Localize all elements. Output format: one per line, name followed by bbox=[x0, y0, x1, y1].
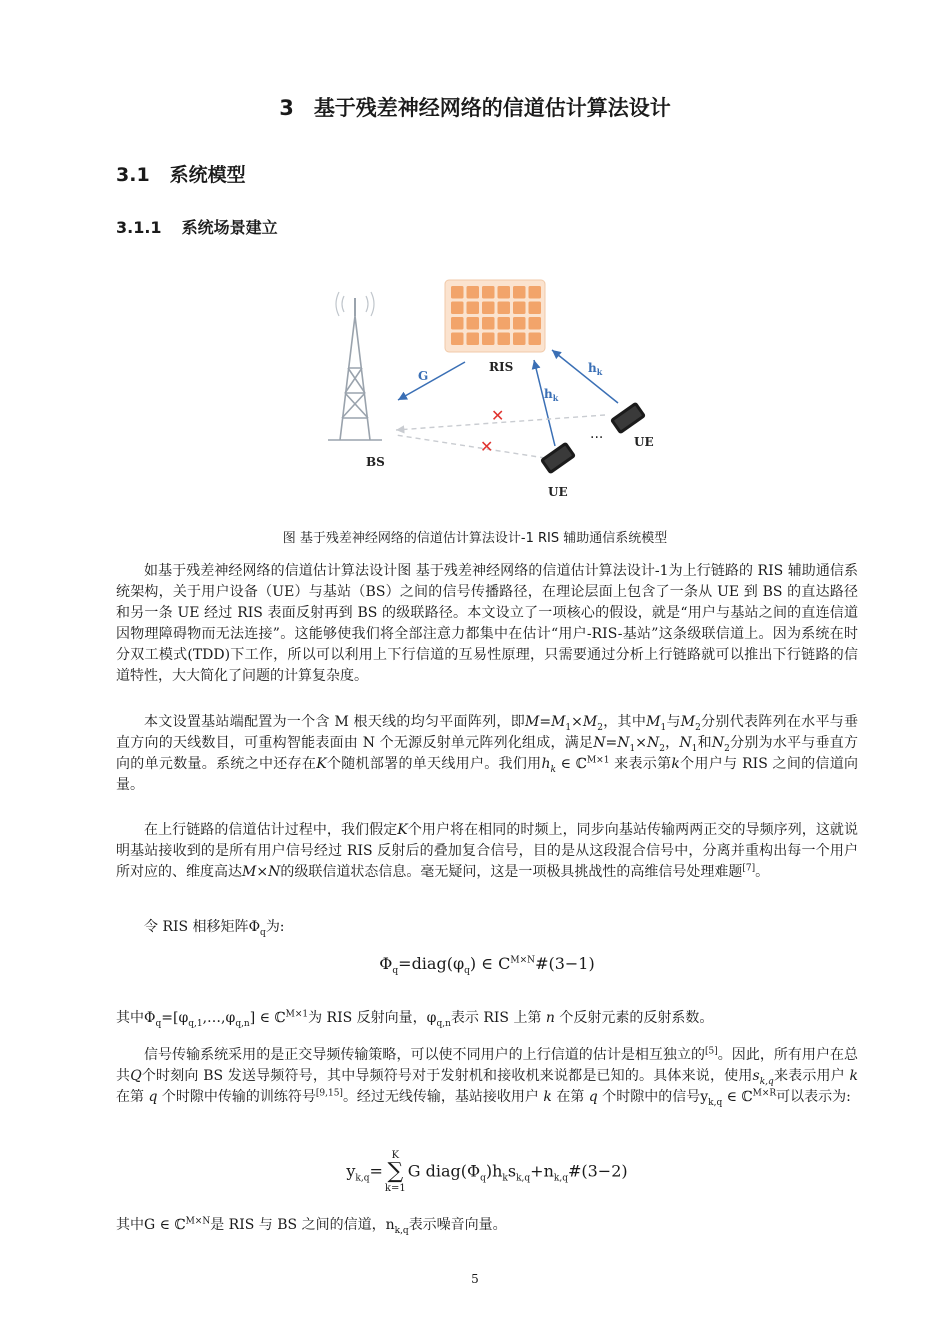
chapter-heading bbox=[0, 92, 950, 122]
ris-element-cell bbox=[498, 317, 511, 330]
g-channel-arrow bbox=[398, 362, 465, 400]
ue-label-2: UE bbox=[634, 435, 654, 449]
subsection-title: 系统场景建立 bbox=[181, 218, 278, 237]
ue-phone-icon bbox=[540, 441, 577, 474]
ris-panel bbox=[445, 280, 545, 352]
ris-system-figure bbox=[300, 268, 660, 508]
ris-element-cell bbox=[482, 302, 495, 315]
ris-element-cell bbox=[529, 286, 542, 299]
figure-caption: 图 基于残差神经网络的信道估计算法设计-1 RIS 辅助通信系统模型 bbox=[282, 531, 668, 546]
direct-path-ue1 bbox=[396, 435, 545, 458]
section-title: 系统模型 bbox=[169, 164, 246, 186]
ellipsis: ··· bbox=[590, 430, 604, 446]
hk-arrow-ue1 bbox=[534, 360, 555, 446]
equation-3-1: $\Phi_q=diag(\varphi_q)$ ∈ $C^{M\times N}\#(3-1)$ bbox=[379, 954, 595, 977]
paragraph-7: 其中G ∈ ℂ$^{M\times N}$是 RIS 与 BS 之间的信道，$n_{k,q}$表示噪音向量。 bbox=[116, 1216, 507, 1236]
hk-arrow-ue2 bbox=[552, 350, 618, 403]
hk-label-1: $h_k$ bbox=[544, 387, 559, 403]
ris-label: RIS bbox=[489, 360, 514, 374]
paragraph-3: 在上行链路的信道估计过程中，我们假定K个用户将在相同的时频上，同步向基站传输两两正交的导频序列，这就说明基站接收到的是所有用户信号经过 RIS 反射后的叠加复合信号，目的是从这段混合信号中，分离并重构出每一个用户所对应的、维度高达M×N的级联信道状态信息。毫无疑问，这是一项极具挑战性的高维信号处理难题[7]。 bbox=[116, 822, 859, 880]
page-number: 5 bbox=[471, 1272, 479, 1286]
paragraph-2: 本文设置基站端配置为一个含 M 根天线的均匀平面阵列，即$M=M_1\times M_2$，其中$M_1$与$M_2$分别代表阵列在水平与垂直方向的天线数目，可重构智能表面由 N 个无源反射单元阵列化组成，满足$N=N_1\times N_2$，$N_1$和$N_2$分别为水平与垂直方向的单元数量。系统之中还存在K个随机部署的单天线用户。我们用$h_k$ ∈ ℂ$^{M\times 1}$ 来表示第k个用户与 RIS 之间的信道向量。 bbox=[116, 714, 859, 793]
subsection-number: 3.1.1 bbox=[116, 218, 162, 237]
g-label: G bbox=[418, 369, 429, 383]
chapter-title: 基于残差神经网络的信道估计算法设计 bbox=[313, 96, 671, 120]
ris-element-cell bbox=[513, 286, 526, 299]
subsection-heading bbox=[116, 215, 278, 238]
ris-element-cell bbox=[451, 317, 464, 330]
blocked-x-icon: ✕ bbox=[480, 437, 494, 456]
ris-element-cell bbox=[467, 302, 480, 315]
ris-element-cell bbox=[482, 317, 495, 330]
ris-element-cell bbox=[467, 286, 480, 299]
ris-element-cell bbox=[467, 317, 480, 330]
ue-phone-icon bbox=[610, 401, 647, 434]
paragraph-4: 令 RIS 相移矩阵$\Phi_q$为: bbox=[144, 919, 285, 938]
ris-element-cell bbox=[498, 333, 511, 346]
section-number: 3.1 bbox=[116, 164, 150, 186]
ris-element-cell bbox=[498, 302, 511, 315]
paragraph-1: 如基于残差神经网络的信道估计算法设计图 基于残差神经网络的信道估计算法设计-1为上行链路的 RIS 辅助通信系统架构，关于用户设备（UE）与基站（BS）之间的信号传播路径，在理论层面上包含了一条从 UE 到 BS 的直达路径和另一条 UE 经过 RIS 表面反射再到 BS 的级联路径。本文设立了一项核心的假设，就是“用户与基站之间的直连信道因物理障碍物而无法连接”。这能够使我们将全部注意力都集中在估计“用户-RIS-基站”这条级联信道上。因为系统在时分双工模式(TDD)下工作，所以可以利用上下行信道的互易性原理，只需要通过分析上行链路就可以推出下行链路的信道特性，大大简化了问题的计算复杂度。 bbox=[116, 563, 858, 684]
ris-element-cell bbox=[529, 317, 542, 330]
ris-element-cell bbox=[451, 286, 464, 299]
ris-element-cell bbox=[529, 302, 542, 315]
ue-label-1: UE bbox=[548, 485, 568, 499]
ris-element-cell bbox=[451, 333, 464, 346]
ris-element-cell bbox=[467, 333, 480, 346]
ris-element-cell bbox=[482, 286, 495, 299]
bs-tower-icon bbox=[328, 292, 382, 440]
paragraph-5: 其中$\Phi_q=[\varphi_{q,1},\dots,\varphi_{q,n}]$ ∈ ℂ$^{M\times 1}$为 RIS 反射向量，$\varphi_{q,n}$表示 RIS 上第 n 个反射元素的反射系数。 bbox=[116, 1009, 714, 1029]
ris-element-cell bbox=[513, 302, 526, 315]
ris-element-cell bbox=[451, 302, 464, 315]
bs-label: BS bbox=[366, 455, 385, 469]
paragraph-6: 信号传输系统采用的是正交导频传输策略，可以使不同用户的上行信道的估计是相互独立的[5]。因此，所有用户在总共Q个时刻向 BS 发送导频符号，其中导频符号对于发射机和接收机来说都是已知的。具体来说，使用$s_{k,q}$来表示用户 k 在第 q 个时隙中传输的训练符号[9,15]。经过无线传输，基站接收用户 k 在第 q 个时隙中的信号$y_{k,q}$ ∈ ℂ$^{M\times R}$可以表示为: bbox=[116, 1046, 859, 1108]
summation: K ∑ k=1 bbox=[384, 1150, 406, 1194]
ris-element-cell bbox=[529, 333, 542, 346]
blocked-x-icon: ✕ bbox=[491, 406, 505, 425]
ris-element-cell bbox=[513, 317, 526, 330]
ris-element-cell bbox=[498, 286, 511, 299]
hk-label-2: $h_k$ bbox=[588, 361, 603, 377]
equation-3-2: $y_{k,q}=K$ ∑ k=1G $diag(\Phi_q)h_ks_{k,q}+n_{k,q}\#(3-2)$ bbox=[346, 1150, 628, 1194]
ris-element-cell bbox=[513, 333, 526, 346]
chapter-number: 3 bbox=[279, 96, 294, 120]
ris-element-cell bbox=[482, 333, 495, 346]
section-heading bbox=[116, 160, 246, 187]
